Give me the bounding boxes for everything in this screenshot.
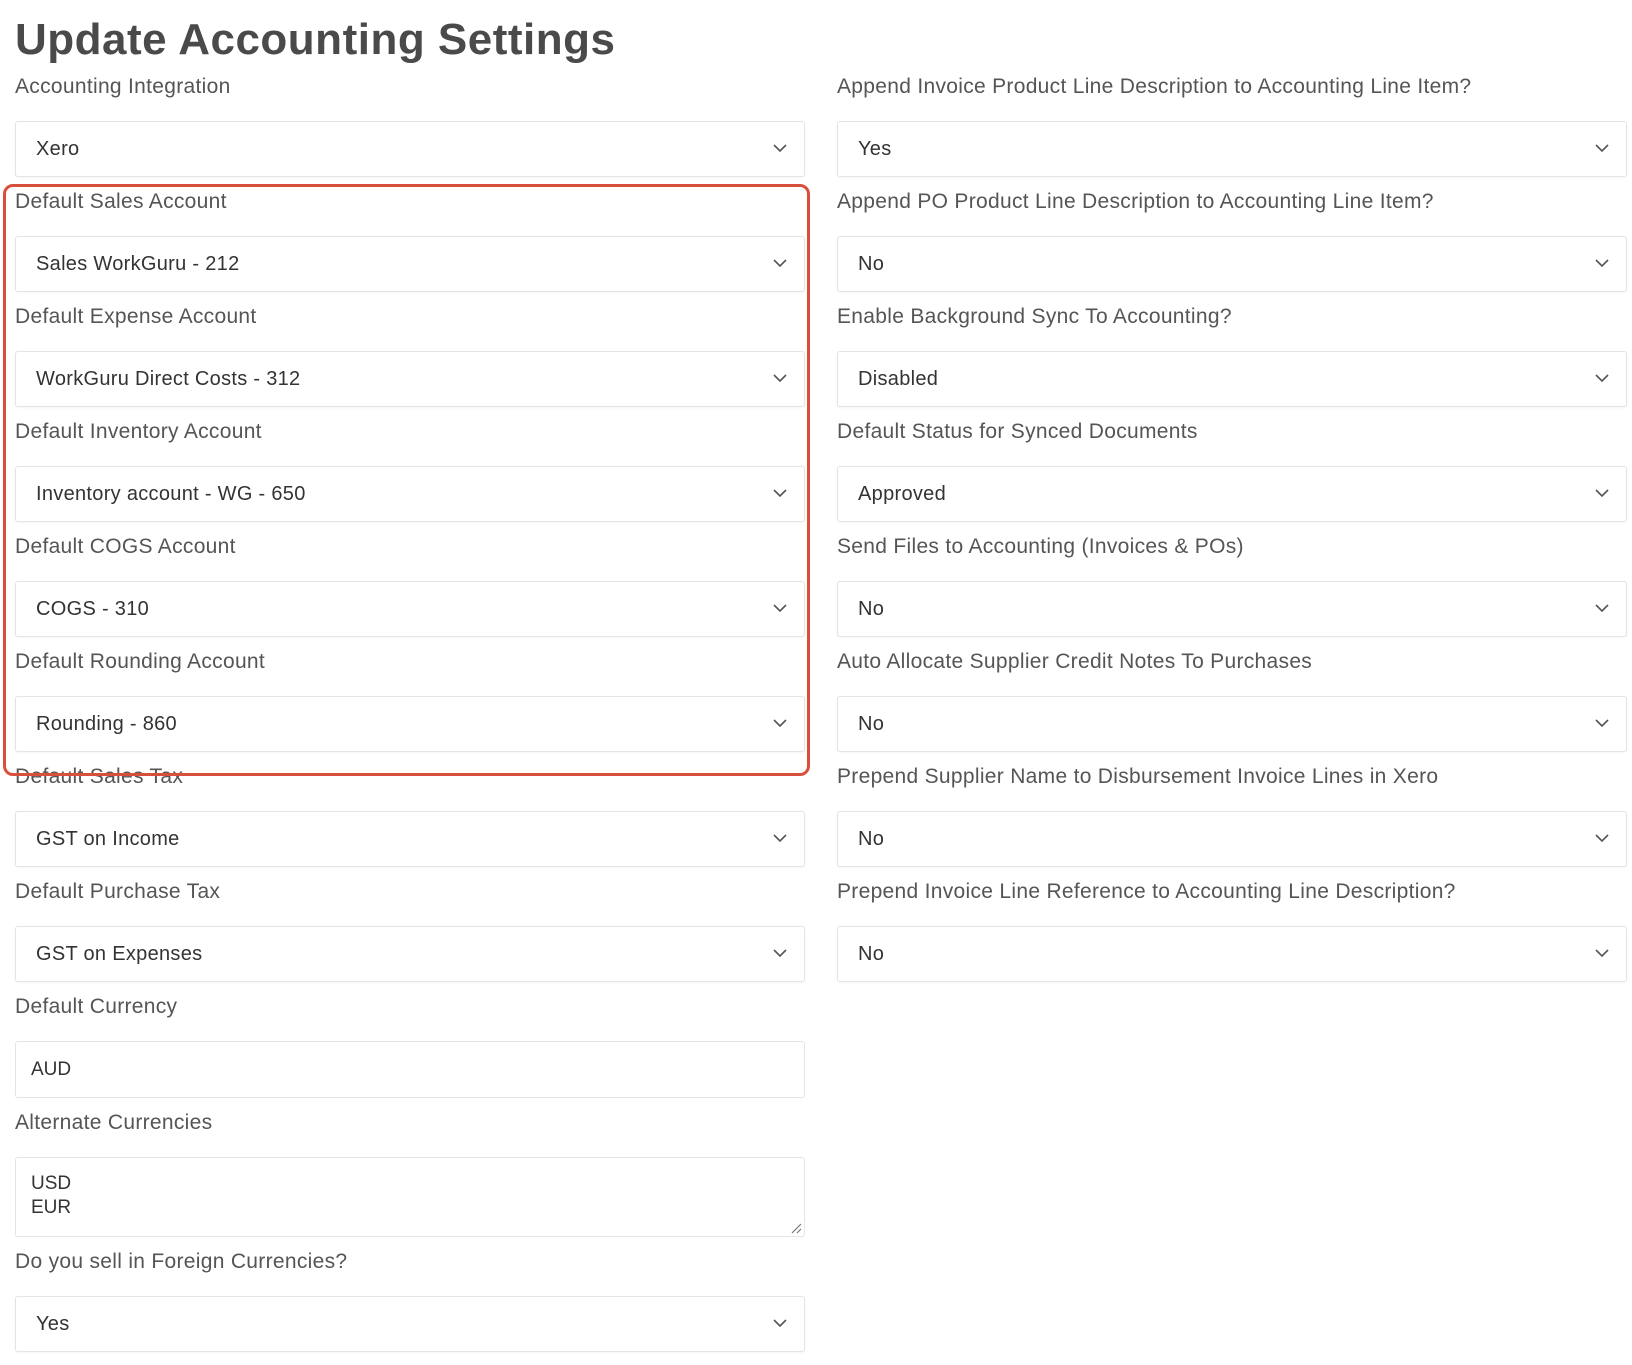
append-po-description-label: Append PO Product Line Description to Accounting Line Item? (837, 190, 1434, 213)
prepend-invoice-reference-field (837, 878, 1627, 965)
append-po-description-select[interactable] (837, 236, 1627, 292)
chevron-down-icon (1594, 717, 1610, 729)
default-currency-label: Default Currency (15, 995, 178, 1018)
default-expense-account-field (15, 303, 805, 390)
accounting-integration-select[interactable] (15, 121, 805, 177)
sell-foreign-currencies-field (15, 1248, 805, 1335)
default-sales-account-label: Default Sales Account (15, 190, 227, 213)
send-files-field (837, 533, 1627, 620)
default-rounding-account-label: Default Rounding Account (15, 650, 266, 673)
input-value: AUD (31, 1059, 72, 1080)
select-value: GST on Income (36, 828, 180, 850)
synced-documents-status-label: Default Status for Synced Documents (837, 420, 1198, 443)
alternate-currencies-field (15, 1109, 805, 1218)
append-invoice-description-select[interactable] (837, 121, 1627, 177)
prepend-invoice-reference-label: Prepend Invoice Line Reference to Accounting Line Description? (837, 880, 1456, 903)
send-files-label: Send Files to Accounting (Invoices & POs) (837, 535, 1244, 558)
chevron-down-icon (772, 372, 788, 384)
accounting-integration-field (15, 73, 805, 160)
auto-allocate-credit-notes-label: Auto Allocate Supplier Credit Notes To Purchases (837, 650, 1313, 673)
chevron-down-icon (772, 717, 788, 729)
background-sync-select[interactable] (837, 351, 1627, 407)
chevron-down-icon (1594, 947, 1610, 959)
prepend-supplier-name-label: Prepend Supplier Name to Disbursement Invoice Lines in Xero (837, 765, 1439, 788)
default-inventory-account-field (15, 418, 805, 505)
default-purchase-tax-label: Default Purchase Tax (15, 880, 221, 903)
background-sync-field (837, 303, 1627, 390)
default-cogs-account-field (15, 533, 805, 620)
chevron-down-icon (772, 1317, 788, 1329)
default-rounding-account-select[interactable] (15, 696, 805, 752)
alternate-currencies-textarea[interactable] (15, 1157, 805, 1237)
synced-documents-status-field (837, 418, 1627, 505)
default-inventory-account-select[interactable] (15, 466, 805, 522)
select-value: Disabled (858, 368, 939, 390)
select-value: No (858, 943, 885, 965)
default-purchase-tax-select[interactable] (15, 926, 805, 982)
chevron-down-icon (1594, 832, 1610, 844)
chevron-down-icon (1594, 602, 1610, 614)
select-value: No (858, 253, 885, 275)
default-sales-tax-select[interactable] (15, 811, 805, 867)
default-currency-input[interactable] (15, 1041, 805, 1098)
default-currency-field (15, 993, 805, 1080)
chevron-down-icon (772, 257, 788, 269)
select-value: No (858, 828, 885, 850)
append-invoice-description-label: Append Invoice Product Line Description to Accounting Line Item? (837, 75, 1472, 98)
default-expense-account-select[interactable] (15, 351, 805, 407)
select-value: Approved (858, 483, 947, 505)
chevron-down-icon (772, 142, 788, 154)
append-po-description-field (837, 188, 1627, 275)
default-sales-account-select[interactable] (15, 236, 805, 292)
default-cogs-account-select[interactable] (15, 581, 805, 637)
chevron-down-icon (772, 832, 788, 844)
select-value: Sales WorkGuru - 212 (36, 253, 240, 275)
select-value: Xero (36, 138, 80, 160)
textarea-line: USD (31, 1173, 72, 1194)
select-value: GST on Expenses (36, 943, 203, 965)
default-inventory-account-label: Default Inventory Account (15, 420, 262, 443)
chevron-down-icon (1594, 257, 1610, 269)
auto-allocate-credit-notes-select[interactable] (837, 696, 1627, 752)
resize-handle-icon[interactable] (790, 1222, 802, 1234)
select-value: Rounding - 860 (36, 713, 177, 735)
default-sales-tax-field (15, 763, 805, 850)
sell-foreign-currencies-label: Do you sell in Foreign Currencies? (15, 1250, 348, 1273)
chevron-down-icon (772, 487, 788, 499)
default-cogs-account-label: Default COGS Account (15, 535, 236, 558)
sell-foreign-currencies-select[interactable] (15, 1296, 805, 1352)
select-value: No (858, 598, 885, 620)
auto-allocate-credit-notes-field (837, 648, 1627, 735)
default-sales-account-field (15, 188, 805, 275)
accounting-integration-label: Accounting Integration (15, 75, 231, 98)
select-value: Yes (858, 138, 892, 160)
synced-documents-status-select[interactable] (837, 466, 1627, 522)
select-value: Inventory account - WG - 650 (36, 483, 306, 505)
textarea-line: EUR (31, 1197, 72, 1218)
send-files-select[interactable] (837, 581, 1627, 637)
default-sales-tax-label: Default Sales Tax (15, 765, 184, 788)
chevron-down-icon (1594, 142, 1610, 154)
select-value: Yes (36, 1313, 70, 1335)
default-rounding-account-field (15, 648, 805, 735)
prepend-supplier-name-select[interactable] (837, 811, 1627, 867)
prepend-invoice-reference-select[interactable] (837, 926, 1627, 982)
chevron-down-icon (772, 602, 788, 614)
select-value: No (858, 713, 885, 735)
chevron-down-icon (1594, 372, 1610, 384)
append-invoice-description-field (837, 73, 1627, 160)
select-value: COGS - 310 (36, 598, 150, 620)
chevron-down-icon (1594, 487, 1610, 499)
chevron-down-icon (772, 947, 788, 959)
page-title: Update Accounting Settings (15, 15, 616, 64)
background-sync-label: Enable Background Sync To Accounting? (837, 305, 1232, 328)
default-expense-account-label: Default Expense Account (15, 305, 257, 328)
alternate-currencies-label: Alternate Currencies (15, 1111, 213, 1134)
select-value: WorkGuru Direct Costs - 312 (36, 368, 301, 390)
default-purchase-tax-field (15, 878, 805, 965)
prepend-supplier-name-field (837, 763, 1627, 850)
